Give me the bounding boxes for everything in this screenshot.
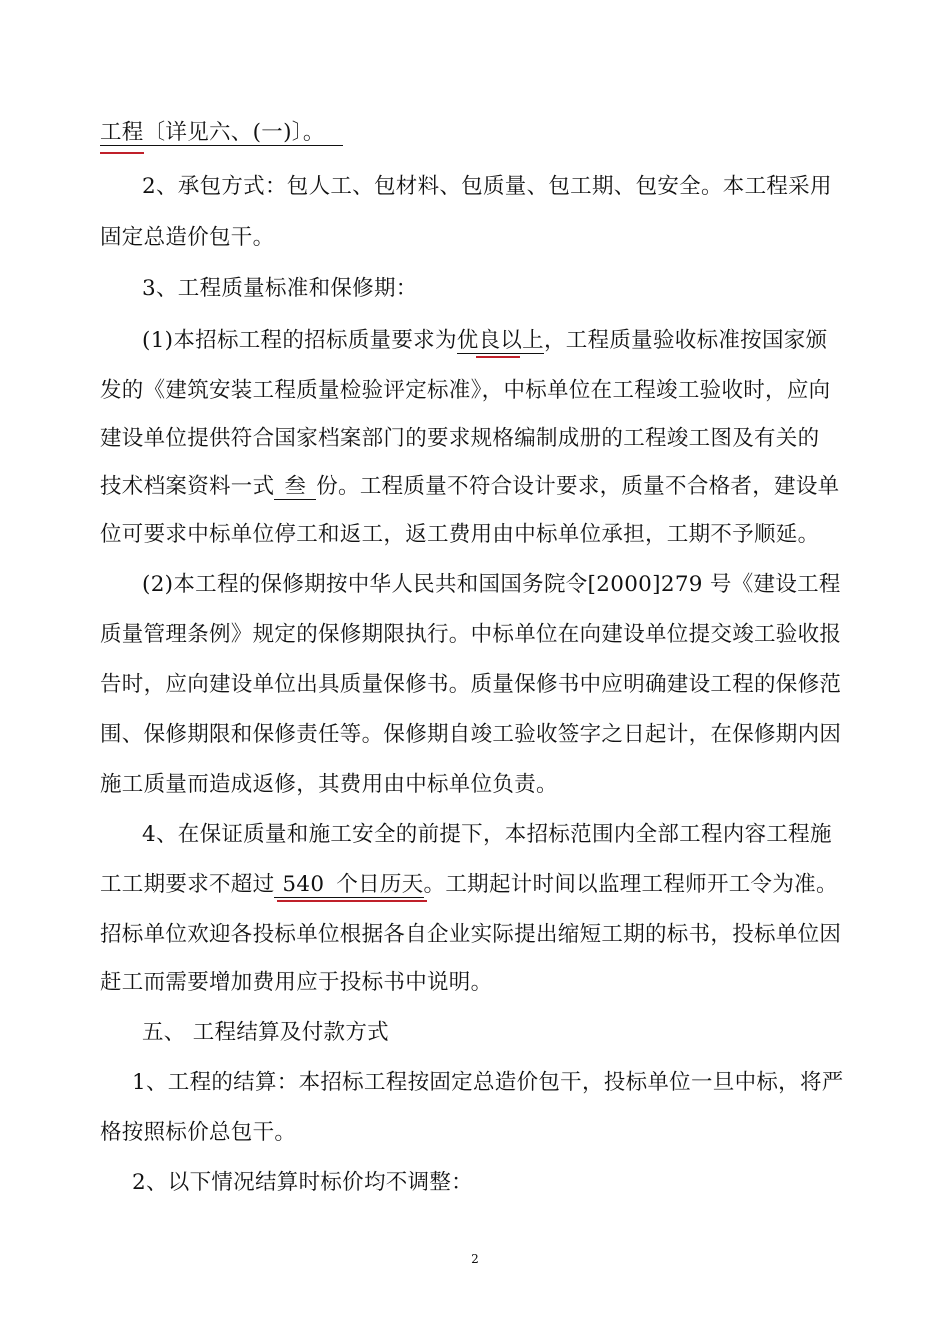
paragraph-line: 1、工程的结算：本招标工程按固定总造价包干，投标单位一旦中标，将严 <box>132 1070 844 1095</box>
paragraph-line: (2)本工程的保修期按中华人民共和国国务院令[2000]279 号《建设工程 <box>142 572 841 597</box>
paragraph-line: 固定总造价包干。 <box>100 225 275 250</box>
spellcheck-mark <box>476 356 520 358</box>
text-segment: 。工期起计时间以监理工程师开工令为准。 <box>423 872 838 897</box>
paragraph-line: 招标单位欢迎各投标单位根据各自企业实际提出缩短工期的标书，投标单位因 <box>100 922 842 947</box>
section-heading: 3、工程质量标准和保修期： <box>142 276 418 301</box>
paragraph-line: 施工质量而造成返修，其费用由中标单位负责。 <box>100 772 558 797</box>
text-segment: (1)本招标工程的招标质量要求为 <box>142 328 457 353</box>
text-segment: 工工期要求不超过 <box>100 872 275 897</box>
paragraph-line: 格按照标价总包干。 <box>100 1120 297 1145</box>
text-line <box>100 118 343 148</box>
underlined-text: 540 <box>274 872 332 898</box>
underlined-text: 工程〔详见六、(一)〕。 <box>100 120 343 146</box>
paragraph-line: 围、保修期限和保修责任等。保修期自竣工验收签字之日起计，在保修期内因 <box>100 722 842 747</box>
paragraph-line: 2、以下情况结算时标价均不调整： <box>132 1170 473 1195</box>
paragraph-line: 告时，应向建设单位出具质量保修书。质量保修书中应明确建设工程的保修范 <box>100 672 842 697</box>
paragraph-line: 位可要求中标单位停工和返工，返工费用由中标单位承担，工期不予顺延。 <box>100 522 820 547</box>
underlined-text: 叁 <box>274 474 316 500</box>
underlined-text: 个日历天 <box>332 872 423 898</box>
text-segment: 份。工程质量不符合设计要求，质量不合格者，建设单 <box>316 474 840 499</box>
text-segment: 技术档案资料一式 <box>100 474 275 499</box>
spellcheck-mark <box>100 152 144 154</box>
paragraph-line: 建设单位提供符合国家档案部门的要求规格编制成册的工程竣工图及有关的 <box>100 426 820 451</box>
paragraph-line <box>100 870 838 900</box>
spellcheck-mark <box>277 900 427 902</box>
underlined-text: 优良以上 <box>456 328 544 353</box>
page-number: 2 <box>471 1252 479 1266</box>
section-heading: 五、 工程结算及付款方式 <box>142 1020 389 1045</box>
text-segment: ，工程质量验收标准按国家颁 <box>543 328 828 353</box>
paragraph-line: 赶工而需要增加费用应于投标书中说明。 <box>100 970 493 995</box>
paragraph-line: 发的《建筑安装工程质量检验评定标准》，中标单位在工程竣工验收时，应向 <box>100 378 831 403</box>
paragraph-line <box>100 472 839 502</box>
paragraph-line: 4、在保证质量和施工安全的前提下，本招标范围内全部工程内容工程施 <box>142 822 832 847</box>
paragraph-line: 质量管理条例》规定的保修期限执行。中标单位在向建设单位提交竣工验收报 <box>100 622 842 647</box>
paragraph-line: 2、承包方式：包人工、包材料、包质量、包工期、包安全。本工程采用 <box>142 174 832 199</box>
paragraph-line <box>142 326 827 356</box>
